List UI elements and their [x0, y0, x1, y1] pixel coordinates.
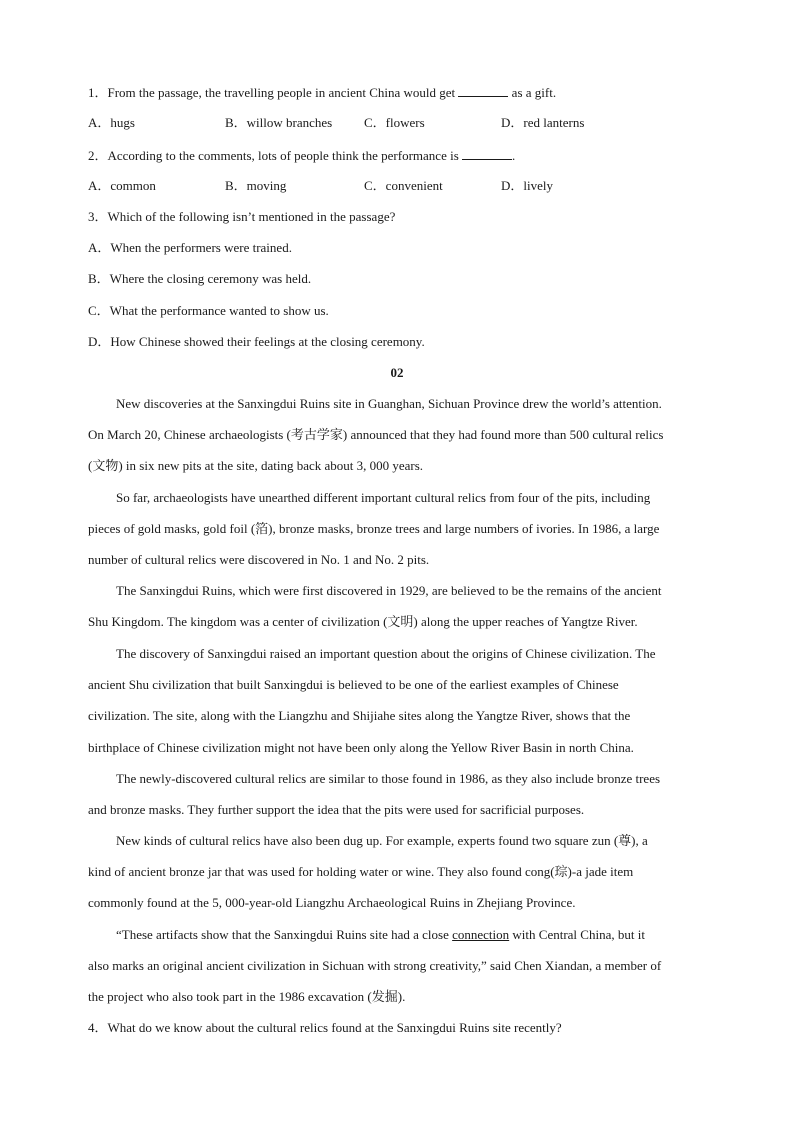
answer-blank [458, 84, 508, 97]
passage-quote-paragraph: “These artifacts show that the Sanxingdui Ruins site had a close connection with Central China, but it also marks an original ancient civilization in Sichuan with strong creativity,” said Chen Xiandan, a member of the project who also took part in the 1986 excavation (发掘). [88, 927, 662, 1005]
option-a: A．common [88, 178, 156, 193]
section-heading: 02 [390, 365, 404, 380]
option-c: C．What the performance wanted to show us. [88, 303, 329, 318]
option-a: A．hugs [88, 115, 135, 130]
option-b: B．willow branches [225, 115, 333, 130]
underlined-word: connection [452, 927, 510, 942]
question-1-options [88, 115, 728, 131]
question-2-options [88, 178, 728, 194]
option-c: C．flowers [364, 115, 425, 130]
passage-paragraph: So far, archaeologists have unearthed different important cultural relics from four of the pits, including pieces of gold masks, gold foil (箔), bronze masks, bronze trees and large numbers of ivories. In 1986, a large number of cultural relics were discovered in No. 1 and No. 2 pits. [88, 490, 660, 568]
option-b: B．moving [225, 178, 287, 193]
passage-paragraph: New kinds of cultural relics have also been dug up. For example, experts found two square zun (尊), a kind of ancient bronze jar that was used for holding water or wine. They also found cong(琮)-a jade item commonly found at the 5, 000-year-old Liangzhu Archaeological Ruins in Zhejiang Province. [88, 833, 648, 911]
question-3-stem: 3．Which of the following isn’t mentioned in the passage? [88, 209, 396, 224]
passage-paragraph: The Sanxingdui Ruins, which were first discovered in 1929, are believed to be the remains of the ancient Shu Kingdom. The kingdom was a center of civilization (文明) along the upper reaches of Yangtze River. [88, 583, 662, 630]
question-2-stem: 2．According to the comments, lots of people think the performance is . [88, 148, 516, 163]
passage-paragraph: New discoveries at the Sanxingdui Ruins site in Guanghan, Sichuan Province drew the world’s attention. On March 20, Chinese archaeologists (考古学家) announced that they had found more than 500 cultural relics (文物) in six new pits at the site, dating back about 3, 000 years. [88, 396, 664, 474]
option-d: D．red lanterns [501, 115, 585, 130]
option-d: D．lively [501, 178, 553, 193]
option-a: A．When the performers were trained. [88, 240, 292, 255]
passage-paragraph: The newly-discovered cultural relics are similar to those found in 1986, as they also include bronze trees and bronze masks. They further support the idea that the pits were used for sacrificial purposes. [88, 771, 661, 818]
option-b: B．Where the closing ceremony was held. [88, 271, 312, 286]
passage-paragraph: The discovery of Sanxingdui raised an important question about the origins of Chinese civilization. The ancient Shu civilization that built Sanxingdui is believed to be one of the earliest examples of Chinese civilization. The site, along with the Liangzhu and Shijiahe sites along the Yangtze River, shows that the birthplace of Chinese civilization might not have been only along the Yellow River Basin in north China. [88, 646, 656, 755]
answer-blank [462, 147, 512, 160]
question-1-stem: 1．From the passage, the travelling people in ancient China would get as a gift. [88, 85, 557, 100]
option-d: D．How Chinese showed their feelings at the closing ceremony. [88, 334, 425, 349]
option-c: C．convenient [364, 178, 443, 193]
question-4-stem: 4．What do we know about the cultural relics found at the Sanxingdui Ruins site recently? [88, 1020, 562, 1035]
